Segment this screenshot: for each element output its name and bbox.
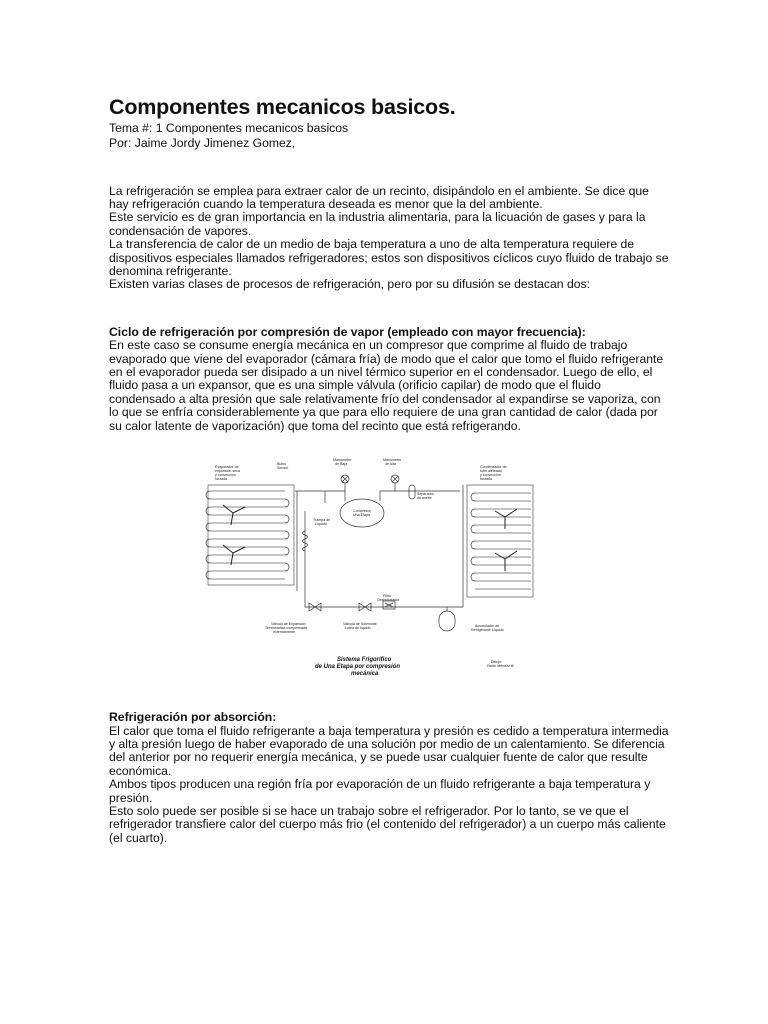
label-condensador-2: tubo aleteado (480, 469, 502, 474)
label-trampa-2: Líquido (315, 522, 327, 527)
caption-line-3: mecánica (351, 671, 379, 678)
condenser-fan-icon (495, 509, 517, 571)
intro-paragraph-2: Este servicio es de gran importancia en la industria alimentaria, para la licuación de gases y para la condensación de vapores. (109, 210, 646, 238)
credit-line-1: Dibujo: (491, 660, 503, 665)
label-valvula-exp-1: Válvula de Expansión (271, 622, 306, 627)
compression-heading: Ciclo de refrigeración por compresión de vapor (empleado con mayor frecuencia): (109, 324, 586, 339)
label-bulbo-2: Sensor (277, 466, 289, 471)
evaporator-coil-icon (206, 485, 294, 585)
label-valvula-exp-2: Termostatica compensada (265, 626, 307, 631)
label-man-alta-2: de Alta (385, 462, 396, 467)
label-compresor-2: Una Etapa (353, 513, 370, 518)
label-evaporador-4: forzada (215, 477, 227, 482)
label-condensador-3: y convección (480, 473, 501, 478)
caption-line-2: de Una Etapa por compresión (315, 664, 401, 671)
intro-section (109, 185, 669, 292)
oil-separator-icon (409, 485, 415, 499)
label-valvula-sol-2: Línea de líquido (345, 626, 371, 631)
topic-line: Tema #: 1 Componentes mecanicos basicos (109, 121, 349, 135)
document-title: Componentes mecanicos basicos. (109, 95, 456, 119)
diagram-svg (205, 451, 535, 687)
absorption-heading: Refrigeración por absorción: (109, 710, 277, 725)
label-bulbo-1: Bulbo (277, 462, 287, 467)
evaporator-fan-icon (223, 505, 245, 565)
label-filtro-1: Filtro (383, 594, 391, 599)
label-man-alta-1: Manómetro (383, 458, 402, 463)
accumulator-icon (439, 611, 455, 631)
label-valvula-sol-1: Válvula de Solenoide (343, 622, 377, 627)
absorption-paragraph-1: El calor que toma el fluido refrigerante a baja temperatura y presión es cedido a temperatura intermedia y alta presión luego de haber evaporado de una solución por medio de un calentamiento. Se diferencia del anterior por no requerir energía mecánica, y se puede usar cualquier fuente de calor que resulte económica. (109, 723, 669, 778)
label-trampa-1: Trampa de (313, 518, 331, 523)
compression-section (109, 326, 669, 433)
absorption-paragraph-2: Ambos tipos producen una región fría por evaporación de un fluido refrigerante a baja temperatura y presión. (109, 777, 651, 805)
label-evaporador-2: expansión seca (215, 469, 240, 474)
intro-paragraph-3: La transferencia de calor de un medio de baja temperatura a uno de alta temperatura requiere de dispositivos especiales llamados refrigeradores; estos son dispositivos cíclicos cuyo fluido de trabajo se denomina refrigerante. (109, 237, 669, 279)
label-acumulador-1: Acumulador de (475, 624, 500, 629)
label-separador-1: Separador (417, 492, 434, 497)
label-condensador-1: Condensador de (480, 465, 507, 470)
caption-line-1: Sistema Frigorífico (337, 657, 392, 664)
label-compresor-1: Compresor (353, 509, 371, 514)
label-separador-2: de aceite (417, 496, 432, 501)
compression-paragraph: En este caso se consume energía mecánica en un compresor que comprime al fluido de trabajo evaporado que viene del evaporador (cámara fría) de modo que el calor que tomo el fluido refrigerante en el evaporador pueda ser disipado a un nivel térmico superior en el condensador. Luego de ello, el fluido pasa a un expansor, que es una simple válvula (orificio capilar) de modo que el fluido condensado a alta presión que sale relativamente frío del condensador al expandirse se vaporiza, con lo que se enfría considerablemente ya que para ello requiere de una gran cantidad de calor (dada por su calor latente de vaporización) que toma del recinto que está refrigerando. (109, 338, 664, 433)
label-man-baja-1: Manómetro (333, 458, 352, 463)
label-valvula-exp-3: externamente (273, 630, 295, 635)
author-line: Por: Jaime Jordy Jimenez Gomez, (109, 135, 296, 150)
absorption-section (109, 711, 669, 845)
intro-paragraph-1: La refrigeración se emplea para extraer calor de un recinto, disipándolo en el ambiente. Se dice que hay refrigeración cuando la temperatura deseada es menor que la del ambiente. (109, 183, 649, 211)
refrigeration-diagram (205, 451, 535, 687)
label-acumulador-2: Refrigerante Líquido (471, 628, 504, 633)
document-page (109, 94, 669, 845)
label-man-baja-2: de Baja (335, 462, 348, 467)
label-evaporador-1: Evaporador de (215, 465, 239, 470)
label-filtro-2: Deshidratador (377, 598, 400, 603)
label-condensador-4: forzada (480, 477, 492, 482)
label-evaporador-3: y convección (215, 473, 236, 478)
intro-paragraph-4: Existen varias clases de procesos de refrigeración, pero por su difusión se destacan dos: (109, 277, 590, 292)
credit-line-2: Pablo Méndez B. (487, 664, 515, 669)
absorption-paragraph-3: Esto solo puede ser posible si se hace un trabajo sobre el refrigerador. Por lo tanto, se ve que el refrigerador transfiere calor del cuerpo más frio (el contenido del refrigerador) a un cuerpo más caliente (el cuarto). (109, 803, 666, 845)
condenser-coil-icon (467, 485, 533, 597)
